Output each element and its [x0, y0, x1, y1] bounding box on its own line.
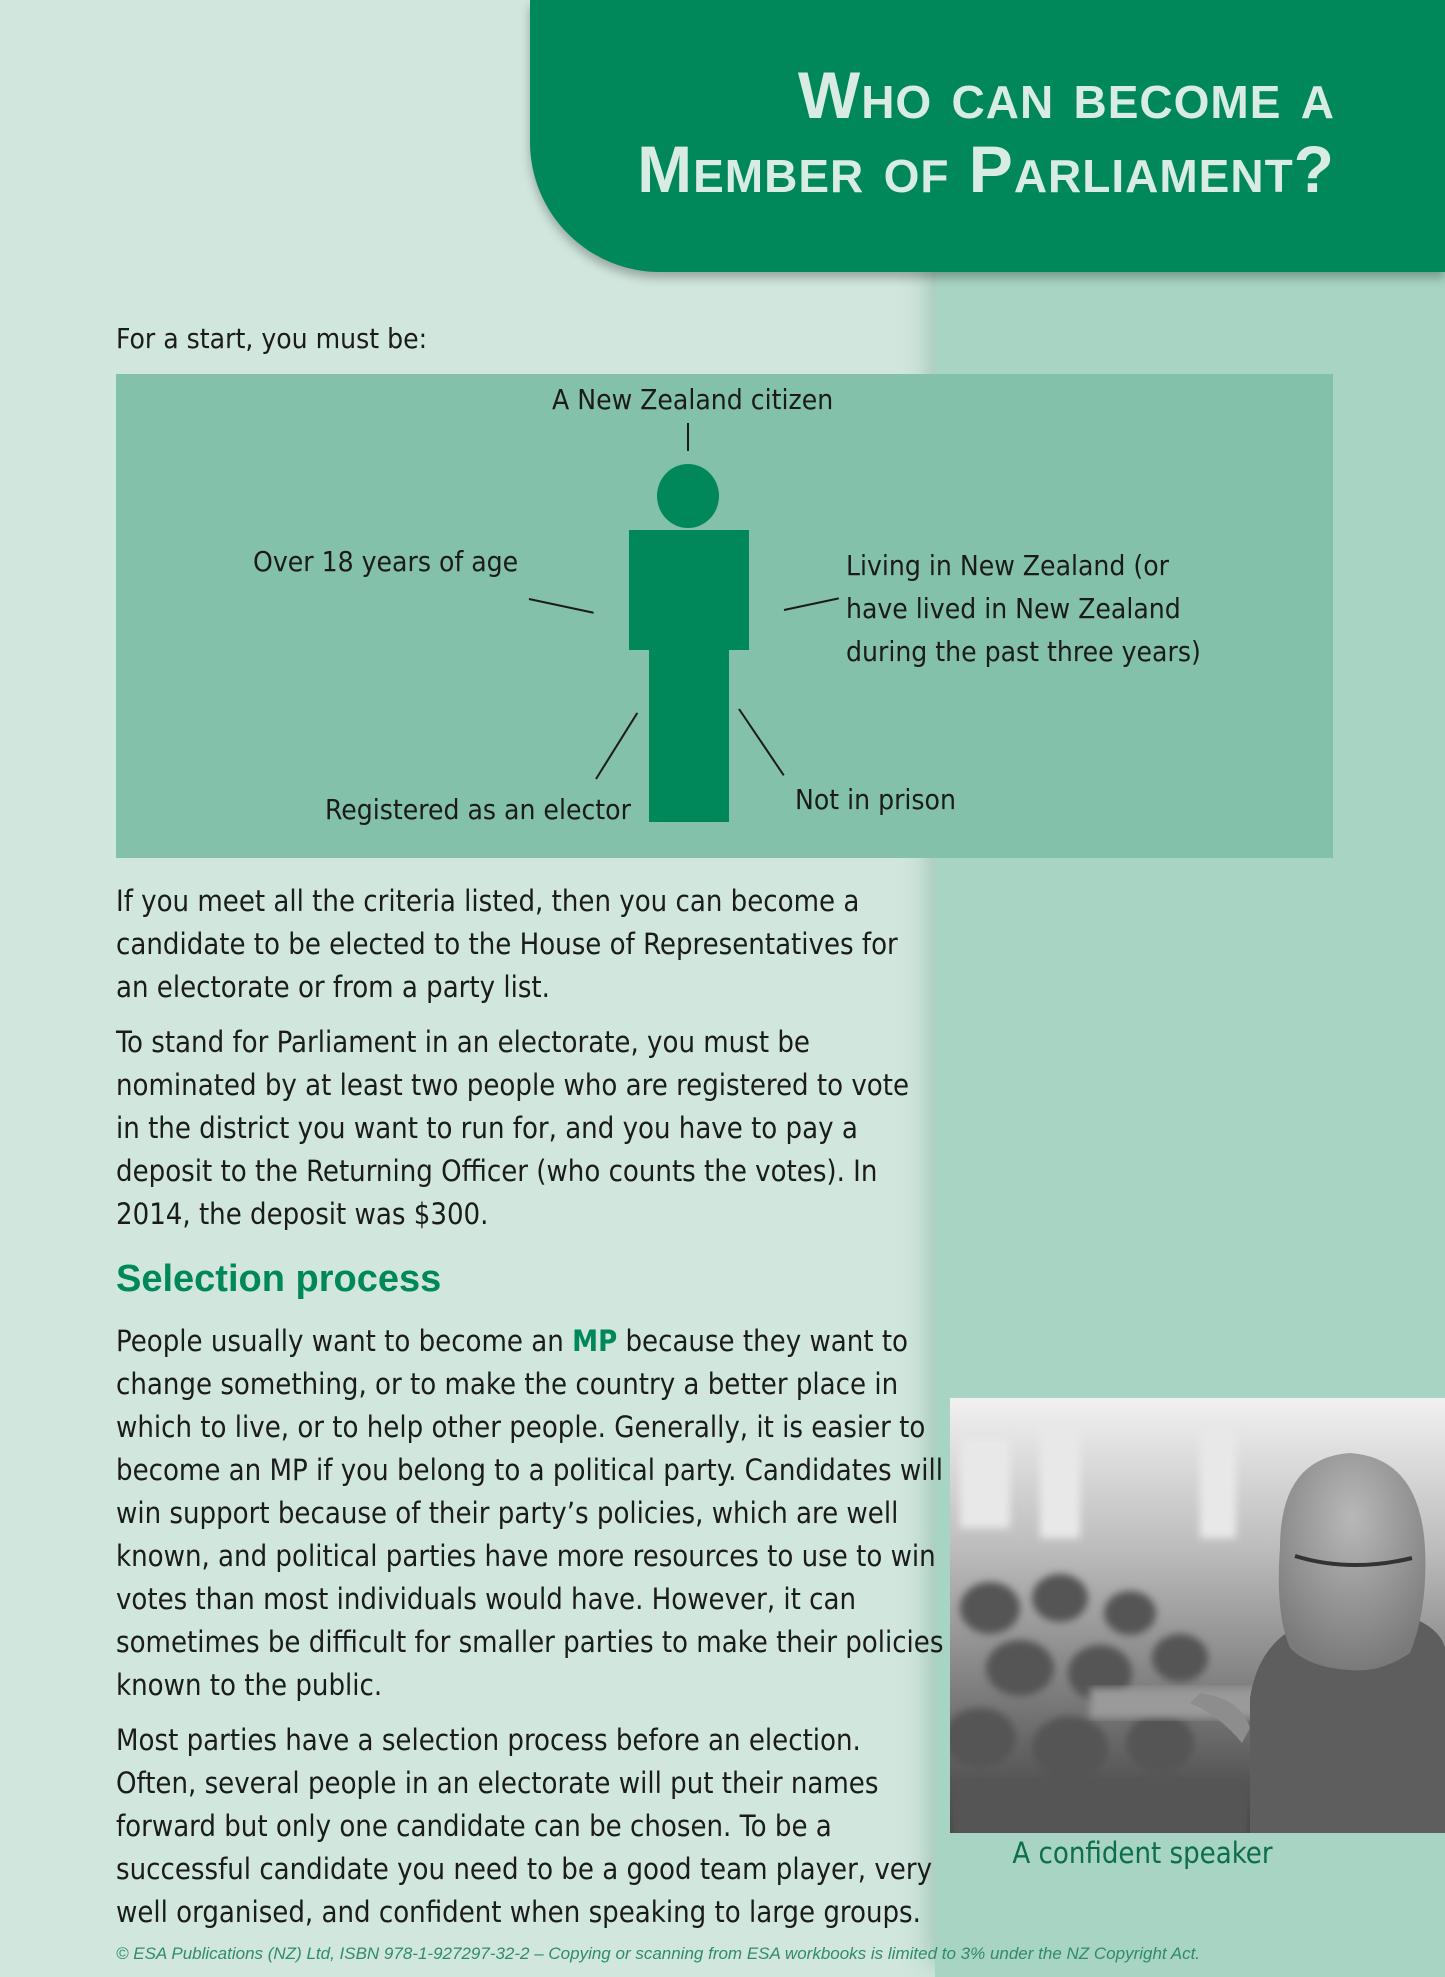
page-title-line1: Who can become a — [797, 58, 1335, 132]
paragraph — [116, 1320, 946, 1707]
connector-citizen — [687, 423, 689, 451]
connector-elector — [595, 712, 638, 779]
speaker-photo-illustration — [950, 1398, 1445, 1833]
criteria-explanation — [116, 880, 936, 1248]
label-prison: Not in prison — [795, 783, 956, 816]
label-citizen: A New Zealand citizen — [552, 383, 834, 416]
selection-text — [116, 1320, 946, 1946]
label-age: Over 18 years of age — [253, 545, 519, 578]
paragraph: If you meet all the criteria listed, then you can become a candidate to be elected to the House of Representatives for an electorate or from a party list. — [116, 884, 898, 1004]
person-figure-torso — [629, 530, 749, 650]
photo-caption: A confident speaker — [1012, 1836, 1273, 1870]
person-figure-legs — [649, 648, 729, 822]
page-title-line2: Member of Parliament? — [637, 132, 1335, 206]
connector-living — [784, 597, 839, 611]
intro-text: For a start, you must be: — [116, 322, 428, 355]
connector-prison — [738, 708, 784, 775]
copyright-footer: © ESA Publications (NZ) Ltd, ISBN 978-1-927297-32-2 – Copying or scanning from ESA workbooks is limited to 3% under the NZ Copyright Act. — [116, 1944, 1201, 1963]
section-heading-selection: Selection process — [116, 1258, 442, 1300]
keyword-mp: MP — [572, 1324, 618, 1358]
paragraph: Most parties have a selection process before an election. Often, several people in an electorate will put their names forward but only one candidate can be chosen. To be a successful candidate you need to be a good team player, very well organised, and confident when speaking to large groups. — [116, 1723, 933, 1929]
paragraph-part: because they want to change something, or to make the country a better place in which to live, or to help other people. Generally, it is easier to become an MP if you belong to a political party. Candidates will win support because of their party’s policies, which are well known, and political parties have more resources to use to win votes than most individuals would have. However, it can sometimes be difficult for smaller parties to make their policies known to the public. — [116, 1324, 944, 1702]
page-title — [637, 58, 1335, 206]
paragraph-part: People usually want to become an — [116, 1324, 573, 1358]
criteria-diagram — [116, 374, 1333, 858]
paragraph: To stand for Parliament in an electorate, you must be nominated by at least two people who are registered to vote in the district you want to run for, and you have to pay a deposit to the Returning Officer (who counts the votes). In 2014, the deposit was $300. — [116, 1025, 910, 1231]
title-banner — [530, 0, 1445, 272]
connector-age — [529, 598, 594, 614]
label-living: Living in New Zealand (or have lived in New Zealand during the past three years) — [846, 549, 1201, 668]
person-figure-head — [657, 464, 719, 528]
speaker-photo — [950, 1398, 1445, 1833]
label-elector: Registered as an elector — [325, 793, 631, 826]
